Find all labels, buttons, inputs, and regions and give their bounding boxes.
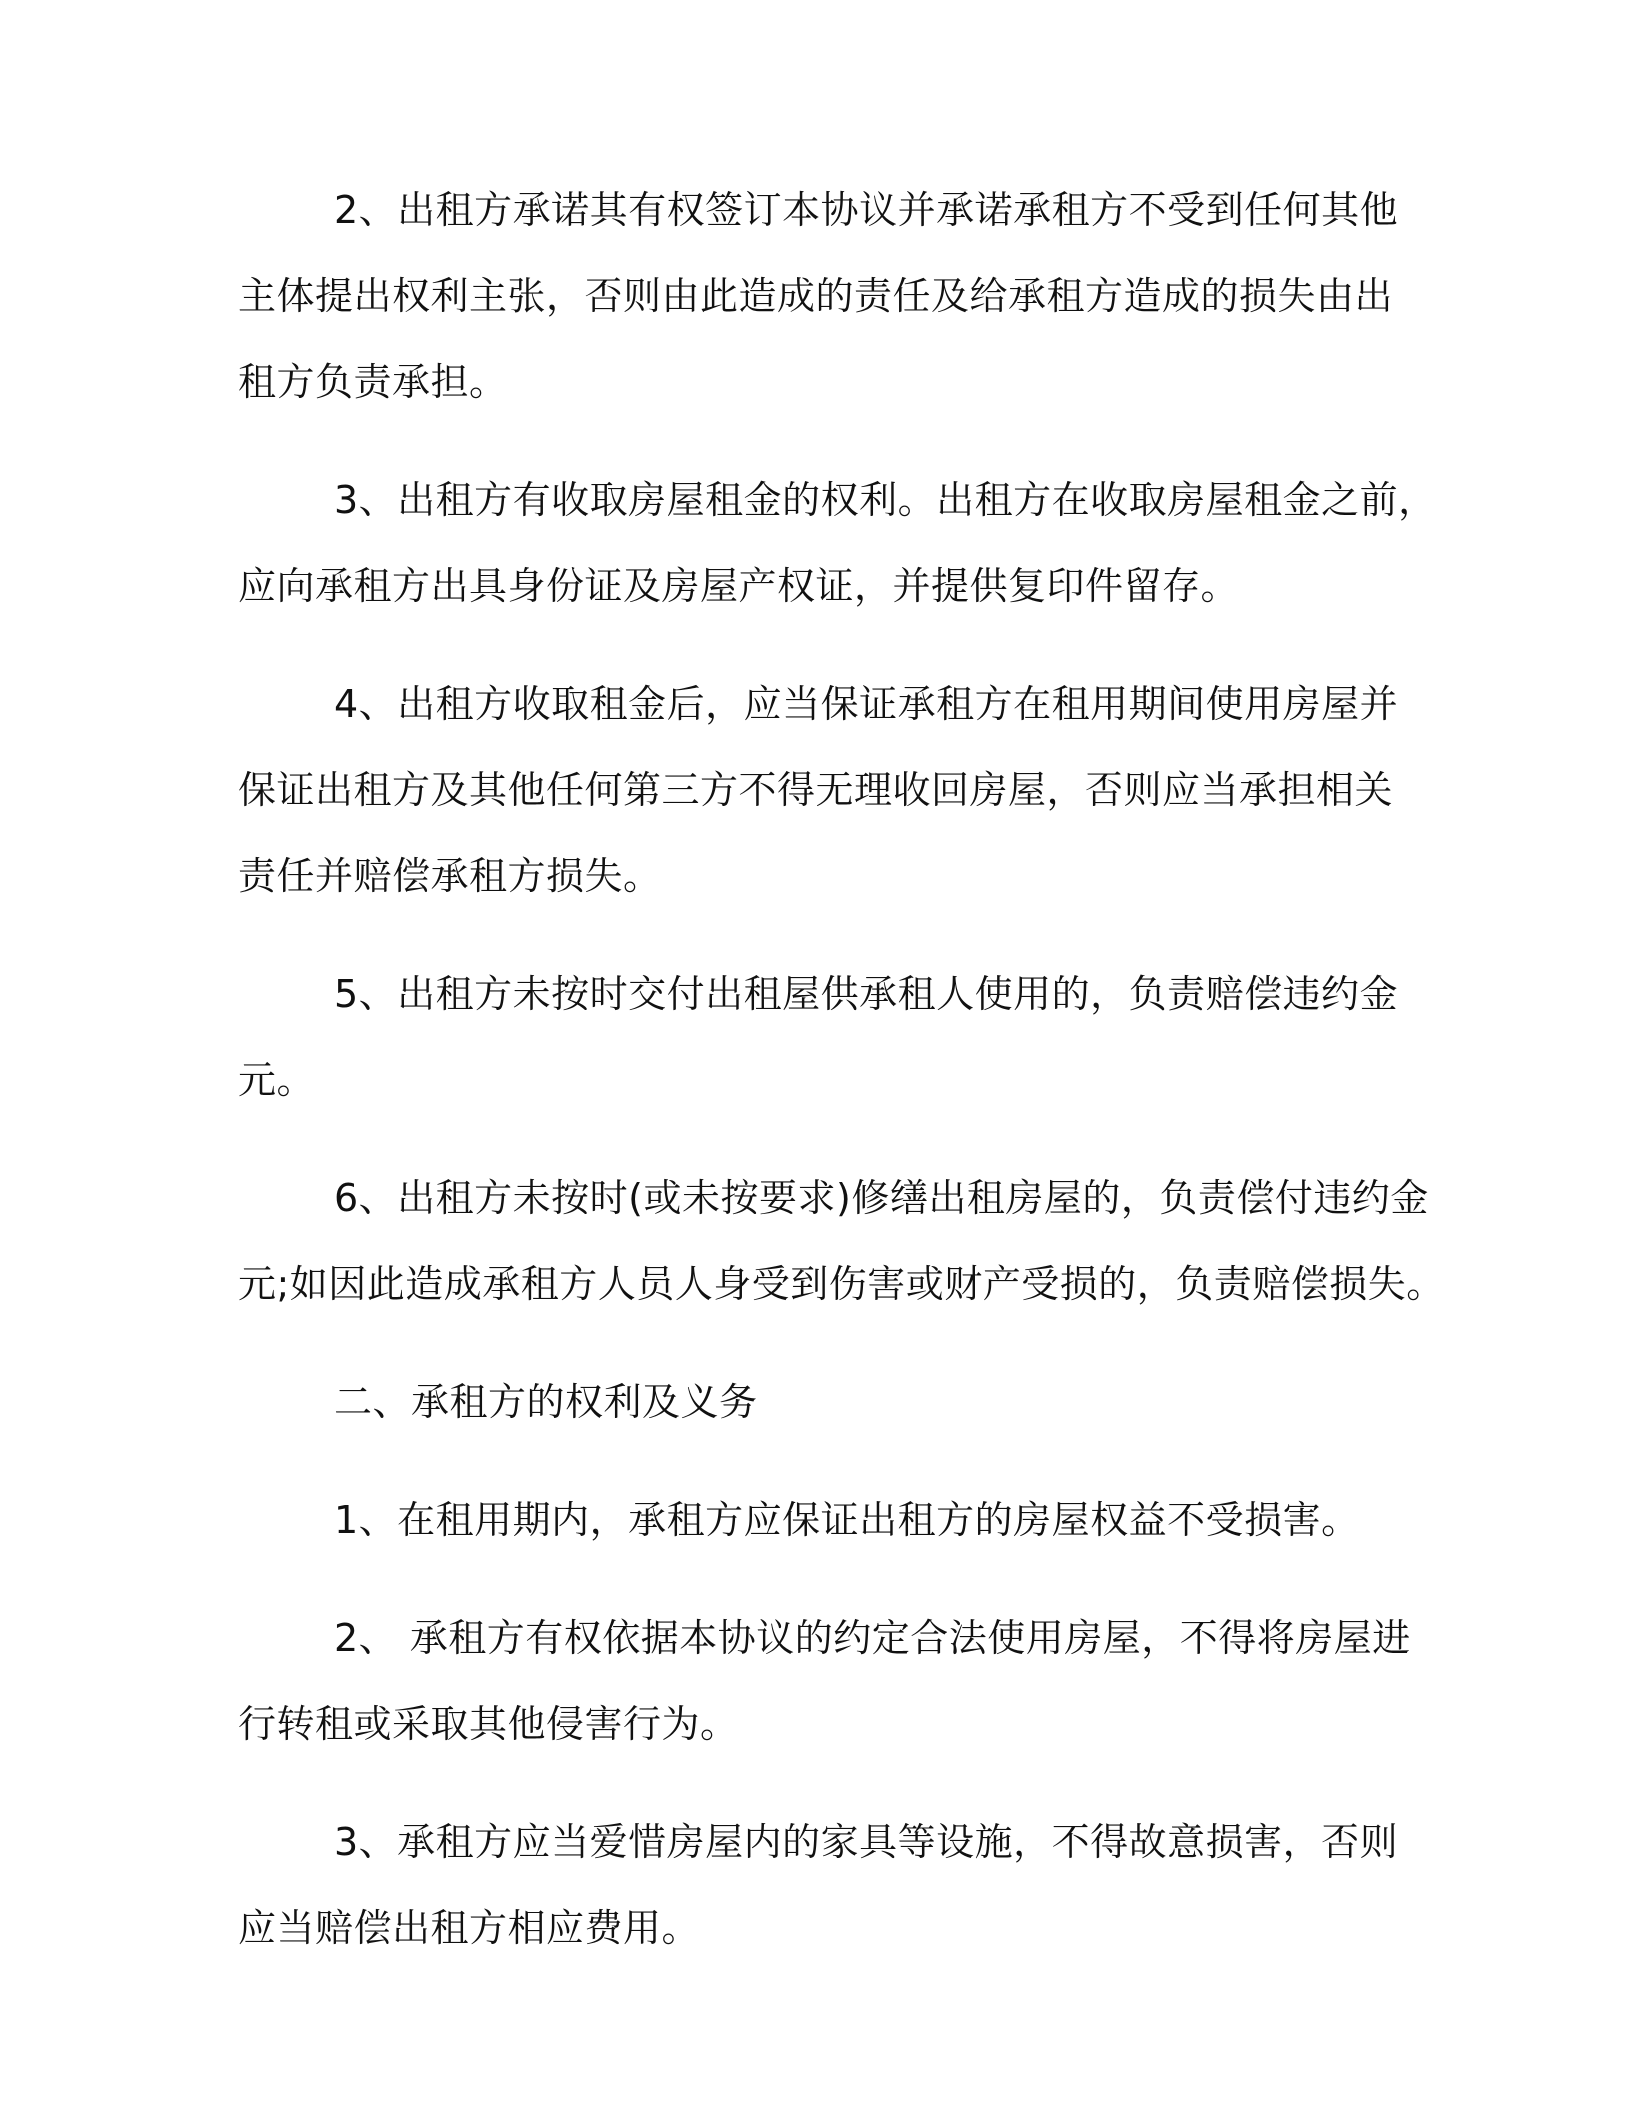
- paragraph-line: 责任并赔偿承租方损失。: [238, 854, 662, 898]
- paragraph-line: 应向承租方出具身份证及房屋产权证，并提供复印件留存。: [238, 564, 1240, 608]
- paragraph-line: 1、在租用期内，承租方应保证出租方的房屋权益不受损害。: [334, 1498, 1360, 1542]
- section-heading: 二、承租方的权利及义务: [334, 1380, 758, 1424]
- paragraph-line: 6、出租方未按时(或未按要求)修缮出租房屋的，负责偿付违约金: [334, 1176, 1429, 1220]
- paragraph-line: 4、出租方收取租金后，应当保证承租方在租用期间使用房屋并: [334, 682, 1399, 726]
- paragraph-line: 元。: [238, 1058, 316, 1102]
- paragraph-line: 2、出租方承诺其有权签订本协议并承诺承租方不受到任何其他: [334, 188, 1399, 232]
- paragraph-line: 应当赔偿出租方相应费用。: [238, 1906, 701, 1950]
- paragraph-line: 3、出租方有收取房屋租金的权利。出租方在收取房屋租金之前，: [334, 478, 1437, 522]
- paragraph-line: 租方负责承担。: [238, 360, 508, 404]
- paragraph-line: 2、 承租方有权依据本协议的约定合法使用房屋，不得将房屋进: [334, 1616, 1411, 1660]
- paragraph-line: 3、承租方应当爱惜房屋内的家具等设施，不得故意损害，否则: [334, 1820, 1399, 1864]
- paragraph-line: 行转租或采取其他侵害行为。: [238, 1702, 739, 1746]
- paragraph-line: 主体提出权利主张，否则由此造成的责任及给承租方造成的损失由出: [238, 274, 1394, 318]
- paragraph-line: 5、出租方未按时交付出租屋供承租人使用的，负责赔偿违约金: [334, 972, 1399, 1016]
- paragraph-line: 元;如因此造成承租方人员人身受到伤害或财产受损的，负责赔偿损失。: [238, 1262, 1445, 1306]
- paragraph-line: 保证出租方及其他任何第三方不得无理收回房屋，否则应当承担相关: [238, 768, 1394, 812]
